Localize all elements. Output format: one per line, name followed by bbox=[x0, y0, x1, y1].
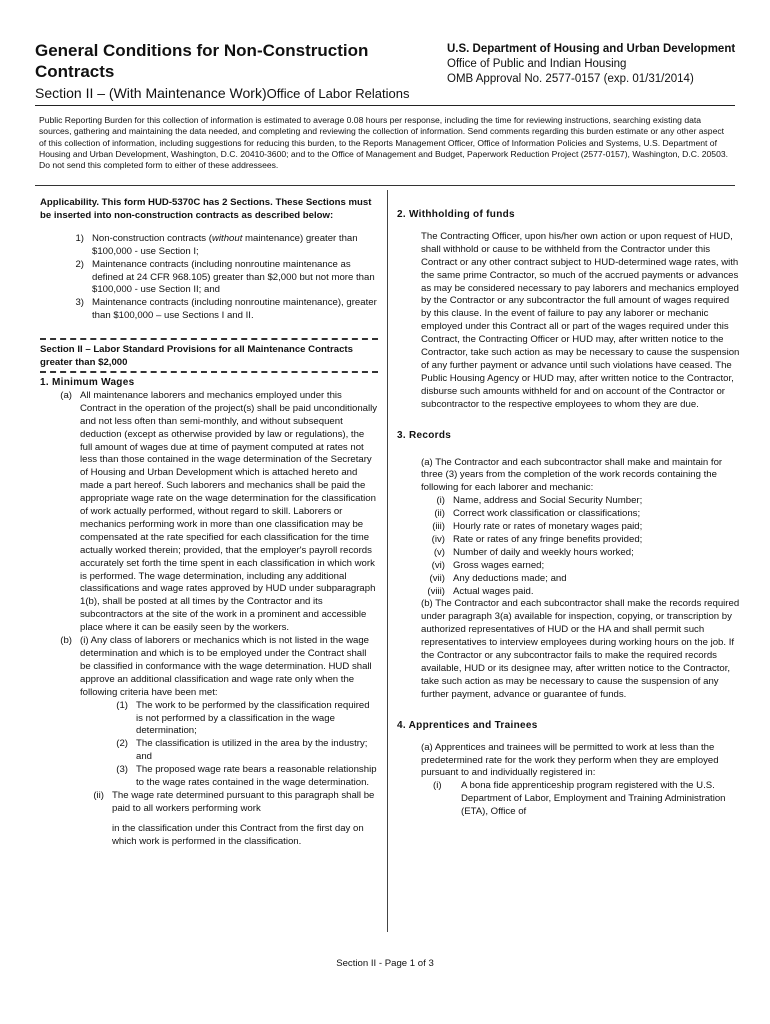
withholding-heading: 2. Withholding of funds bbox=[397, 209, 515, 220]
header-rule bbox=[35, 105, 735, 106]
para-text: (i) Any class of laborers or mechanics which is not listed in the wage determination and which is to be employed under the Contract shall be classified in conformance with the wage determination. HUD shall approve an additional classification and wage rate only when the following criteria have been met: bbox=[80, 635, 372, 698]
column-divider bbox=[387, 190, 388, 932]
records-item-text: Rate or rates of any fringe benefits provided; bbox=[453, 533, 643, 545]
records-item-text: Gross wages earned; bbox=[453, 559, 545, 571]
records-item-number: (i) bbox=[436, 495, 445, 507]
records-item-number: (iv) bbox=[431, 533, 445, 545]
document-title: General Conditions for Non-Construction Contracts bbox=[35, 41, 369, 81]
records-item-number: (vii) bbox=[429, 572, 445, 584]
apprentices-item-number: (i) bbox=[433, 780, 442, 792]
item-number: 2) bbox=[75, 258, 84, 270]
records-item-text: Hourly rate or rates of monetary wages paid; bbox=[453, 521, 643, 533]
burden-rule bbox=[35, 185, 735, 186]
item-text: Non-construction contracts (without maintenance) greater than $100,000 - use Section I; bbox=[92, 232, 358, 257]
records-b-text: (b) The Contractor and each subcontractor shall make the records required under paragraph 3(a) available for inspection, copying, or transcription by authorized representatives of HUD or the HA and shall permit such representatives to interview employees during working hours on the job. If the Contractor or any subcontractor fails to make the required records available, HUD or its designee may, after written notice to the Contractor, take such action as may be necessary to cause the suspension of any further payment, advance or guarantee of funds. bbox=[421, 598, 740, 700]
criteria-number: (1) bbox=[116, 699, 128, 711]
minimum-wages-heading: 1. Minimum Wages bbox=[40, 376, 135, 388]
applicability-item bbox=[40, 259, 378, 298]
records-item-number: (ii) bbox=[434, 508, 445, 520]
records-item-text: Name, address and Social Security Number; bbox=[453, 495, 643, 507]
para-label: (b) bbox=[60, 635, 72, 647]
criteria-item bbox=[40, 700, 378, 739]
para-text: The wage rate determined pursuant to this paragraph shall be paid to all workers performing work bbox=[112, 789, 375, 814]
left-column bbox=[40, 197, 378, 849]
records-item-text: Number of daily and weekly hours worked; bbox=[453, 546, 634, 558]
item-number: 1) bbox=[75, 232, 84, 244]
withholding-text: The Contracting Officer, upon his/her own action or upon request of HUD, shall withhold or cause to be withheld from the Contractor under this Contract or any other contract subject to HUD-determined wage rates, with the same prime Contractor, so much of the accrued payments or advances as may be considered necessary to pay laborers and mechanics employed by the Contractor or any subcontractor the full amount of wages required by this clause. In the event of failure to pay any laborer or mechanic employed under this Contract all or part of the wages required under this Contract, the Contracting Officer or HUD may, after written notice to the Contractor, take such action as may be necessary to cause the suspension of any further payment or advance until such violations have ceased. The Public Housing Agency or HUD may, after written notice to the Contractor, disburse such amounts withheld for and on account of the Contractor or subcontractor to the respective employees to whom they are due. bbox=[421, 230, 740, 410]
department-name: U.S. Department of Housing and Urban Development bbox=[447, 43, 736, 55]
paragraph-a bbox=[40, 390, 378, 635]
criteria-number: (2) bbox=[116, 738, 128, 750]
item-text: Maintenance contracts (including nonroutine maintenance as defined at 24 CFR 968.105) greater than $2,000 but not more than $100,000 - use Section II; and bbox=[92, 258, 375, 296]
records-item bbox=[397, 521, 742, 534]
paragraph-ii bbox=[40, 790, 378, 816]
burden-statement: Public Reporting Burden for this collection of information is estimated to average 0.08 hours per response, including the time for reviewing instructions, searching existing data sources, gathering and maintaining the data needed, and completing and reviewing the collection of information. Send comments regarding this burden estimate or any other aspect of this collection of information, including suggestions for reducing this burden, to the Reports Management Officer, Office of Information Policies and Systems, U.S. Department of Housing and Urban Development, Washington, D.C. 20410-3600; and to the Office of Management and Budget, Paperwork Reduction Project (2577-0157), Washington, D.C. 20503. Do not send this completed form to either of these addressees. bbox=[39, 115, 729, 171]
records-heading: 3. Records bbox=[397, 429, 452, 441]
right-column bbox=[397, 197, 742, 819]
section-subtitle bbox=[35, 85, 409, 101]
records-item-text: Any deductions made; and bbox=[453, 572, 567, 584]
para-label: (ii) bbox=[93, 789, 104, 801]
apprentices-heading: 4. Apprentices and Trainees bbox=[397, 719, 538, 731]
records-item bbox=[397, 560, 742, 573]
applicability-item bbox=[40, 297, 378, 323]
records-a-text: (a) The Contractor and each subcontractor shall make and maintain for three (3) years from the completion of the work records containing the following for each laborer and mechanic: bbox=[421, 456, 723, 494]
criteria-item bbox=[40, 764, 378, 790]
paragraph-b bbox=[40, 635, 378, 700]
paragraph-ii-continued: in the classification under this Contract from the first day on which work is performed in the classification. bbox=[112, 822, 364, 847]
section-label: Section II – (With Maintenance Work) bbox=[35, 85, 267, 101]
records-item-number: (viii) bbox=[427, 585, 445, 597]
item-text: Maintenance contracts (including nonroutine maintenance), greater than $100,000 – use Sections I and II. bbox=[92, 297, 377, 322]
records-item bbox=[397, 534, 742, 547]
records-item bbox=[397, 495, 742, 508]
page-footer: Section II - Page 1 of 3 bbox=[336, 958, 434, 969]
criteria-text: The proposed wage rate bears a reasonable relationship to the wage rates contained in the wage determination. bbox=[136, 764, 377, 789]
applicability-item bbox=[40, 233, 378, 259]
records-item-number: (vi) bbox=[431, 559, 445, 571]
section-ii-heading: Section II – Labor Standard Provisions for all Maintenance Contracts greater than $2,000 bbox=[40, 344, 353, 369]
applicability-text: Applicability. This form HUD-5370C has 2 Sections. These Sections must be inserted into non-construction contracts as described below: bbox=[40, 197, 372, 221]
records-item bbox=[397, 547, 742, 560]
records-item bbox=[397, 508, 742, 521]
records-item-text: Actual wages paid. bbox=[453, 585, 534, 597]
dashed-rule bbox=[40, 338, 378, 342]
office-labor-relations: Office of Labor Relations bbox=[266, 86, 410, 101]
criteria-number: (3) bbox=[116, 764, 128, 776]
records-item bbox=[397, 573, 742, 586]
criteria-item bbox=[40, 738, 378, 764]
omb-approval: OMB Approval No. 2577-0157 (exp. 01/31/2014) bbox=[447, 73, 694, 85]
para-label: (a) bbox=[60, 389, 72, 401]
apprentices-item bbox=[397, 780, 742, 819]
criteria-text: The work to be performed by the classification required is not performed by a classification in the wage determination; bbox=[136, 699, 370, 737]
agency-block bbox=[447, 42, 747, 87]
criteria-text: The classification is utilized in the area by the industry; and bbox=[136, 738, 368, 763]
dashed-rule bbox=[40, 371, 378, 375]
apprentices-a-text: (a) Apprentices and trainees will be permitted to work at less than the predetermined rate for the work they perform when they are employed pursuant to and individually registered in: bbox=[421, 741, 719, 779]
office-name: Office of Public and Indian Housing bbox=[447, 58, 627, 70]
apprentices-item-text: A bona fide apprenticeship program registered with the U.S. Department of Labor, Employment and Training Administration (ETA), Office of bbox=[461, 780, 726, 818]
records-item-number: (v) bbox=[433, 546, 445, 558]
para-text: All maintenance laborers and mechanics employed under this Contract in the operation of the project(s) shall be paid unconditionally and not less often than semi-monthly, and without subsequent deduction (except as otherwise provided by law or regulations), the full amount of wages due at time of payment computed at rates not less than those contained in the wage determination of the Secretary of Housing and Urban Development which is attached hereto and made a part hereof. Such laborers and mechanics shall be paid the appropriate wage rate on the wage determination for the classification of work actually performed, without regard to skill. Laborers or mechanics performing work in more than one classification may be compensated at the rate specified for each classification for the time actually worked therein; provided, that the employer's payroll records accurately set forth the time spent in each classification in which work is performed. The wage determination, including any additional classifications and wage rates approved by HUD under subparagraph 1(b), shall be posted at all times by the Contractor and its subcontractors at the site of the work in a prominent and accessible place where it can be easily seen by the workers. bbox=[80, 389, 378, 634]
records-item bbox=[397, 586, 742, 599]
records-item-text: Correct work classification or classifications; bbox=[453, 508, 641, 520]
records-item-number: (iii) bbox=[432, 521, 445, 533]
item-number: 3) bbox=[75, 297, 84, 309]
